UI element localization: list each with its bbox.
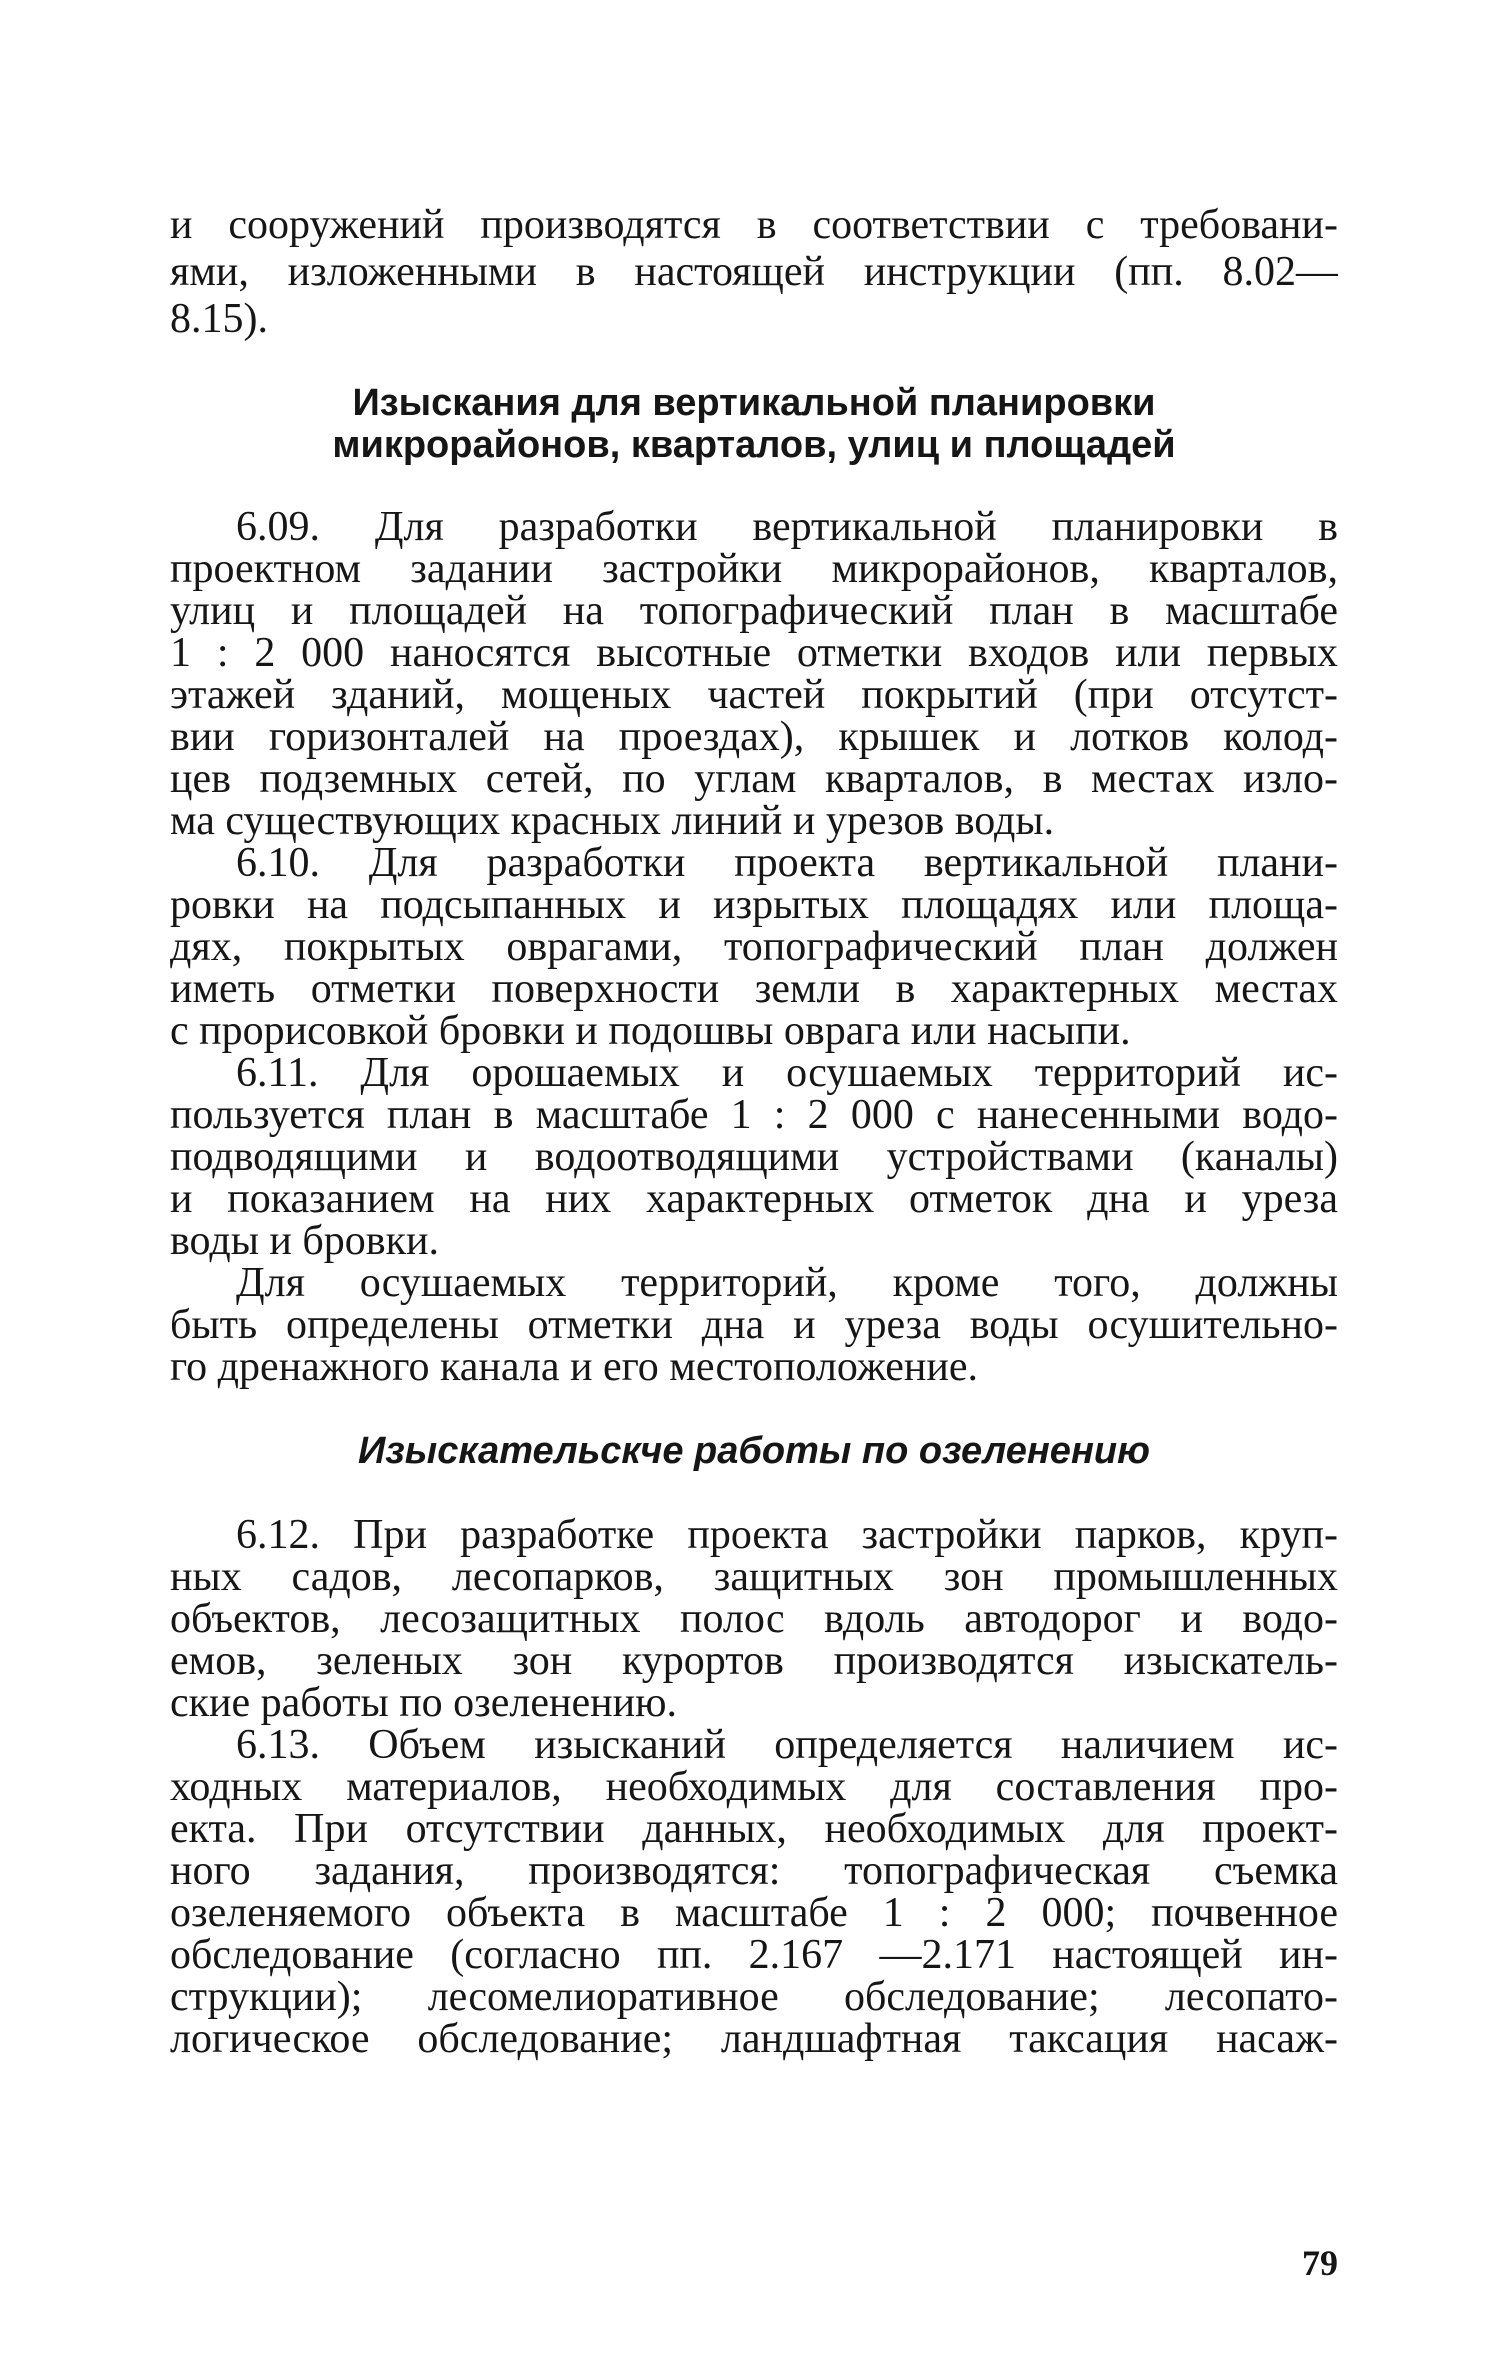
page-number: 79 <box>1302 2243 1338 2283</box>
paragraph-line: этажей зданий, мощеных частей покрытий (при отсутст- <box>170 672 1338 718</box>
paragraph-line: струкции); лесомелиоративное обследование; лесопато- <box>170 1974 1338 2020</box>
paragraph-line: озеленяемого объекта в масштабе 1 : 2 000; почвенное <box>170 1890 1338 1936</box>
paragraph-line: пользуется план в масштабе 1 : 2 000 с нанесенными водо- <box>170 1092 1338 1138</box>
intro-line: ями, изложенными в настоящей инструкции (пп. 8.02— <box>170 249 1338 295</box>
paragraph-line: Для осушаемых территорий, кроме того, должны <box>236 1260 1338 1306</box>
paragraph-line: и показанием на них характерных отметок дна и уреза <box>170 1176 1338 1222</box>
paragraph-line: емов, зеленых зон курортов производятся изыскатель- <box>170 1638 1338 1684</box>
paragraph-line: ма существующих красных линий и урезов воды. <box>170 798 1055 844</box>
paragraph-line: иметь отметки поверхности земли в характерных местах <box>170 966 1338 1012</box>
paragraph-line: логическое обследование; ландшафтная таксация насаж- <box>170 2016 1338 2062</box>
paragraph-line: екта. При отсутствии данных, необходимых для проект- <box>170 1806 1338 1852</box>
paragraph-line: ных садов, лесопарков, защитных зон промышленных <box>170 1554 1338 1600</box>
paragraph-line: вии горизонталей на проездах), крышек и лотков колод- <box>170 714 1338 760</box>
paragraph-line: обследование (согласно пп. 2.167 —2.171 настоящей ин- <box>170 1932 1338 1978</box>
paragraph-line: 6.09. Для разработки вертикальной планировки в <box>236 504 1338 550</box>
paragraph-line: 6.13. Объем изысканий определяется наличием ис- <box>236 1722 1338 1768</box>
section-heading: микрорайонов, кварталов, улиц и площадей <box>332 424 1176 466</box>
paragraph-line: 1 : 2 000 наносятся высотные отметки входов или первых <box>170 630 1338 676</box>
section-heading: Изыскания для вертикальной планировки <box>352 382 1156 424</box>
paragraph-line: цев подземных сетей, по углам кварталов, в местах изло- <box>170 756 1338 802</box>
paragraph-line: ходных материалов, необходимых для составления про- <box>170 1764 1338 1810</box>
paragraph-line: ного задания, производятся: топографическая съемка <box>170 1848 1338 1894</box>
paragraph-line: с прорисовкой бровки и подошвы оврага или насыпи. <box>170 1008 1131 1054</box>
section-heading: Изыскательскче работы по озеленению <box>358 1430 1150 1472</box>
intro-line: 8.15). <box>170 296 268 342</box>
paragraph-line: объектов, лесозащитных полос вдоль автодорог и водо- <box>170 1596 1338 1642</box>
paragraph-line: го дренажного канала и его местоположение. <box>170 1344 979 1390</box>
paragraph-line: проектном задании застройки микрорайонов, кварталов, <box>170 546 1338 592</box>
paragraph-line: 6.10. Для разработки проекта вертикальной плани- <box>236 840 1338 886</box>
paragraph-line: 6.12. При разработке проекта застройки парков, круп- <box>236 1512 1338 1558</box>
paragraph-line: 6.11. Для орошаемых и осушаемых территорий ис- <box>236 1050 1338 1096</box>
paragraph-line: ские работы по озеленению. <box>170 1680 677 1726</box>
paragraph-line: быть определены отметки дна и уреза воды осушительно- <box>170 1302 1338 1348</box>
paragraph-line: улиц и площадей на топографический план в масштабе <box>170 588 1338 634</box>
paragraph-line: дях, покрытых оврагами, топографический план должен <box>170 924 1338 970</box>
paragraph-line: воды и бровки. <box>170 1218 439 1264</box>
paragraph-line: ровки на подсыпанных и изрытых площадях или площа- <box>170 882 1338 928</box>
paragraph-line: подводящими и водоотводящими устройствами (каналы) <box>170 1134 1338 1180</box>
intro-line: и сооружений производятся в соответствии с требовани- <box>170 202 1338 248</box>
